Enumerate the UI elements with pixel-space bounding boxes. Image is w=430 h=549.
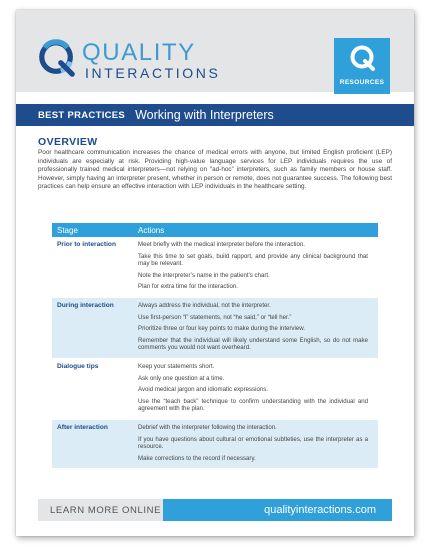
actions-cell xyxy=(132,424,378,466)
brand-name-top: QUALITY xyxy=(82,39,196,66)
title-bar xyxy=(16,104,414,126)
action-item: Meet briefly with the medical interpreter before the interaction. xyxy=(138,241,305,248)
resources-badge xyxy=(334,38,390,94)
actions-cell xyxy=(132,241,378,295)
brand-name-bottom: INTERACTIONS xyxy=(85,65,221,81)
stage-label: During interaction xyxy=(57,301,114,309)
action-item: Prioritize three or four key points to make during the interview. xyxy=(138,325,305,333)
action-item: Keep your statements short. xyxy=(138,362,215,370)
action-item: Ask only one question at a time. xyxy=(138,374,225,382)
action-item: Note the interpreter’s name in the patient’s chart. xyxy=(138,271,270,279)
action-item: If you have questions about cultural or emotional subtleties, use the interpreter as a resource. xyxy=(138,435,368,451)
page-header xyxy=(16,10,414,92)
q-logo-icon xyxy=(38,39,76,77)
action-item: Take this time to set goals, build rapport, and provide any clinical background that may be relevant. xyxy=(138,252,368,268)
learn-more-label: LEARN MORE ONLINE xyxy=(38,499,163,521)
action-item: Debrief with the interpreter following the interaction. xyxy=(138,423,277,431)
actions-cell xyxy=(132,363,378,417)
action-item: Avoid medical jargon and idiomatic expressions. xyxy=(138,386,268,394)
column-header-stage: Stage xyxy=(57,225,78,235)
stage-label: Dialogue tips xyxy=(57,362,99,370)
page-title: Working with Interpreters xyxy=(135,108,274,122)
page-footer xyxy=(38,499,392,521)
stage-label: After interaction xyxy=(57,423,108,431)
action-item: Plan for extra time for the interaction. xyxy=(138,283,238,291)
table-header xyxy=(52,223,378,237)
action-item: Use first-person “I” statements, not “he said,” or “tell her.” xyxy=(138,313,292,321)
q-badge-icon xyxy=(348,44,376,72)
action-item: Remember that the individual will likely understand some English, so do not make comments you would not want overheard. xyxy=(138,336,368,352)
best-practices-table xyxy=(52,223,378,469)
action-item: Always address the individual, not the interpreter. xyxy=(138,301,271,309)
stage-label: Prior to interaction xyxy=(57,241,116,248)
action-item: Make corrections to the record if necessary. xyxy=(138,454,256,462)
overview-paragraph: Poor healthcare communication increases the chance of medical errors with anyone, but limited English proficient (LEP) individuals are especially at risk. Providing high-value language services for LEP individuals requires the use of professionally trained medical interpreters—not relying on “ad-hoc” interpreters, such as family members or house staff. However, simply having an interpreter present, whether in person or remote, does not guarantee success. The following best practices can help ensure an effective interaction with LEP individuals in the healthcare setting. xyxy=(38,149,392,190)
document-page xyxy=(16,10,414,536)
website-link[interactable]: qualityinteractions.com xyxy=(163,499,392,521)
action-item: Use the “teach back” technique to confirm understanding with the individual and agreement with the plan. xyxy=(138,397,368,413)
table-row xyxy=(52,298,378,359)
table-row xyxy=(52,359,378,420)
overview-heading: OVERVIEW xyxy=(38,136,98,148)
resources-label: RESOURCES xyxy=(339,79,385,86)
actions-cell xyxy=(132,302,378,356)
table-row xyxy=(52,420,378,469)
column-header-actions: Actions xyxy=(138,225,165,235)
title-kicker: BEST PRACTICES xyxy=(38,109,126,121)
table-row xyxy=(52,237,378,298)
